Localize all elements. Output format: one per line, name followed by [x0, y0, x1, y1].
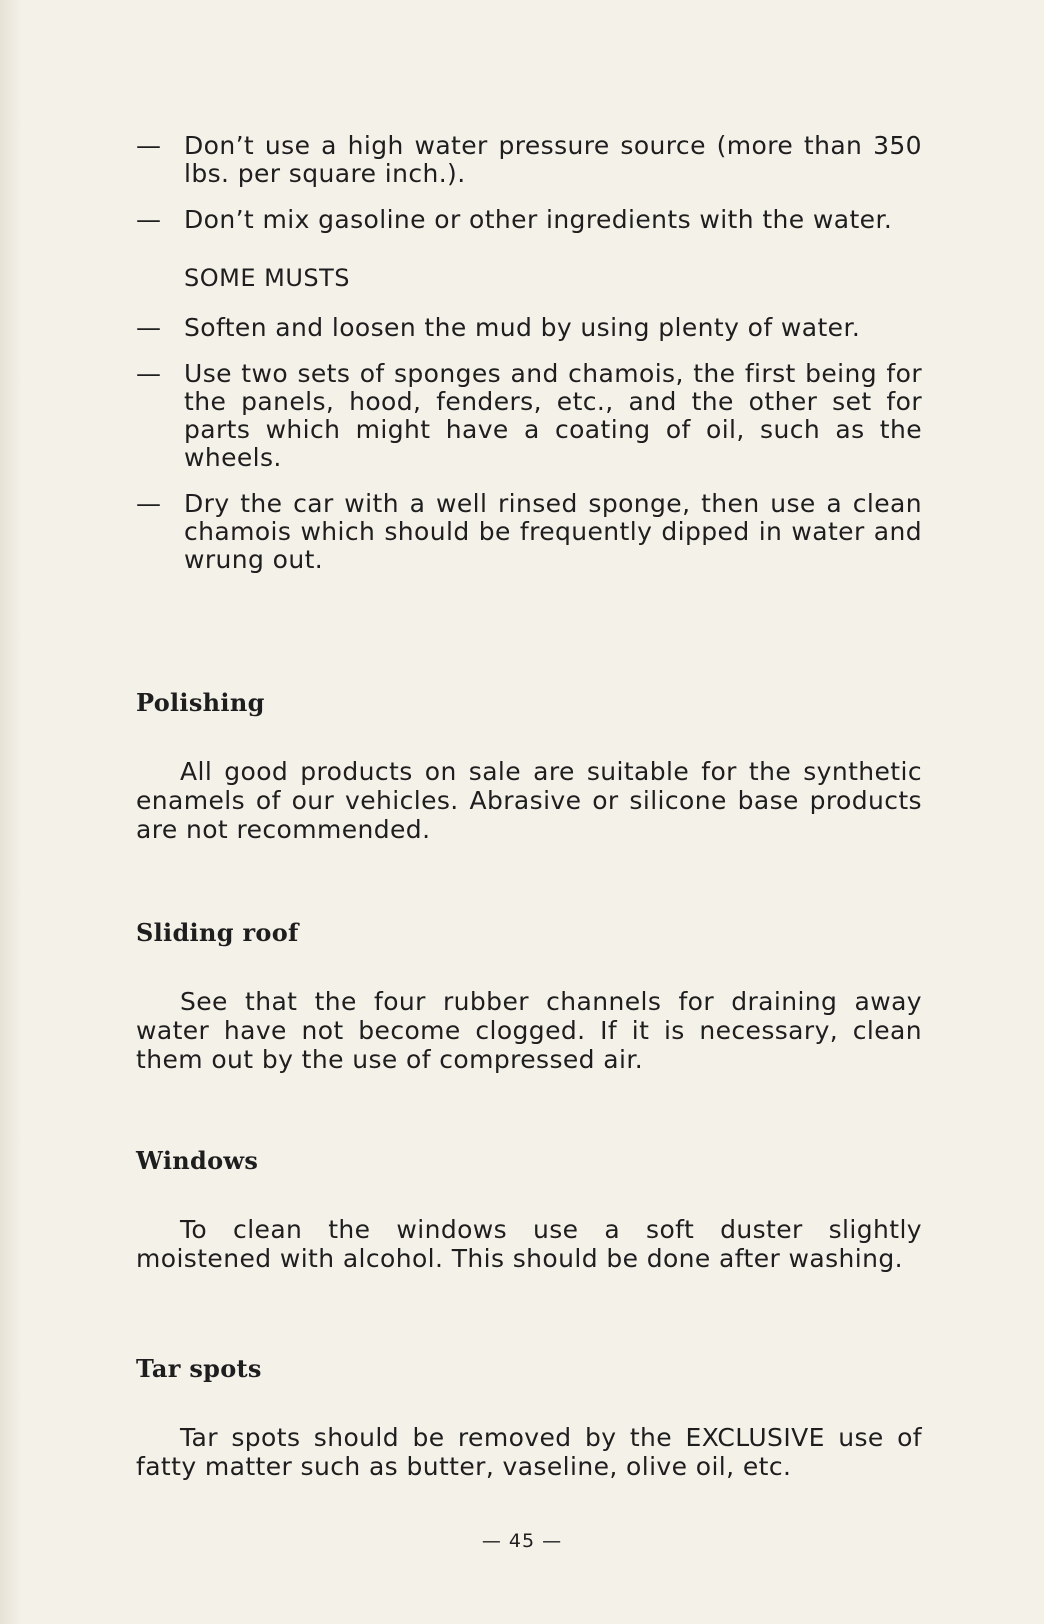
section-body: Tar spots should be removed by the EXCLUSIVE use of fatty matter such as butter, vaseline, olive oil, etc. — [136, 1423, 922, 1481]
bullet-item — [136, 490, 922, 574]
section-title: Windows — [136, 1146, 259, 1175]
page-number: — 45 — — [481, 1530, 563, 1552]
bullet-text: Don’t use a high water pressure source (more than 350 lbs. per square inch.). — [184, 131, 922, 188]
section-windows — [136, 1146, 922, 1273]
section-body: To clean the windows use a soft duster slightly moistened with alcohol. This should be done after washing. — [136, 1215, 922, 1273]
bullet-text: Soften and loosen the mud by using plenty of water. — [184, 313, 861, 342]
section-tar-spots — [136, 1354, 922, 1481]
musts-heading: SOME MUSTS — [184, 264, 351, 292]
bullet-dash: — — [136, 359, 162, 388]
bullet-dash: — — [136, 205, 162, 234]
section-title: Polishing — [136, 688, 265, 717]
bullet-item — [136, 314, 922, 342]
section-sliding-roof — [136, 918, 922, 1074]
bullet-text: Dry the car with a well rinsed sponge, then use a clean chamois which should be frequently dipped in water and wrung out. — [184, 489, 922, 574]
bullet-dash: — — [136, 313, 162, 342]
section-title: Sliding roof — [136, 918, 299, 947]
bullet-text: Use two sets of sponges and chamois, the first being for the panels, hood, fenders, etc., and the other set for parts which might have a coating of oil, such as the wheels. — [184, 359, 922, 472]
page-content — [136, 131, 922, 1481]
bullet-item — [136, 132, 922, 188]
section-title: Tar spots — [136, 1354, 262, 1383]
bullet-dash: — — [136, 489, 162, 518]
page-edge-shadow — [0, 0, 22, 1624]
bullet-text: Don’t mix gasoline or other ingredients with the water. — [184, 205, 893, 234]
bullet-dash: — — [136, 131, 162, 160]
bullet-item — [136, 206, 922, 234]
bullet-item — [136, 360, 922, 472]
section-body: All good products on sale are suitable for the synthetic enamels of our vehicles. Abrasive or silicone base products are not recommended. — [136, 757, 922, 844]
section-polishing — [136, 688, 922, 844]
section-body: See that the four rubber channels for draining away water have not become clogged. If it is necessary, clean them out by the use of compressed air. — [136, 987, 922, 1074]
